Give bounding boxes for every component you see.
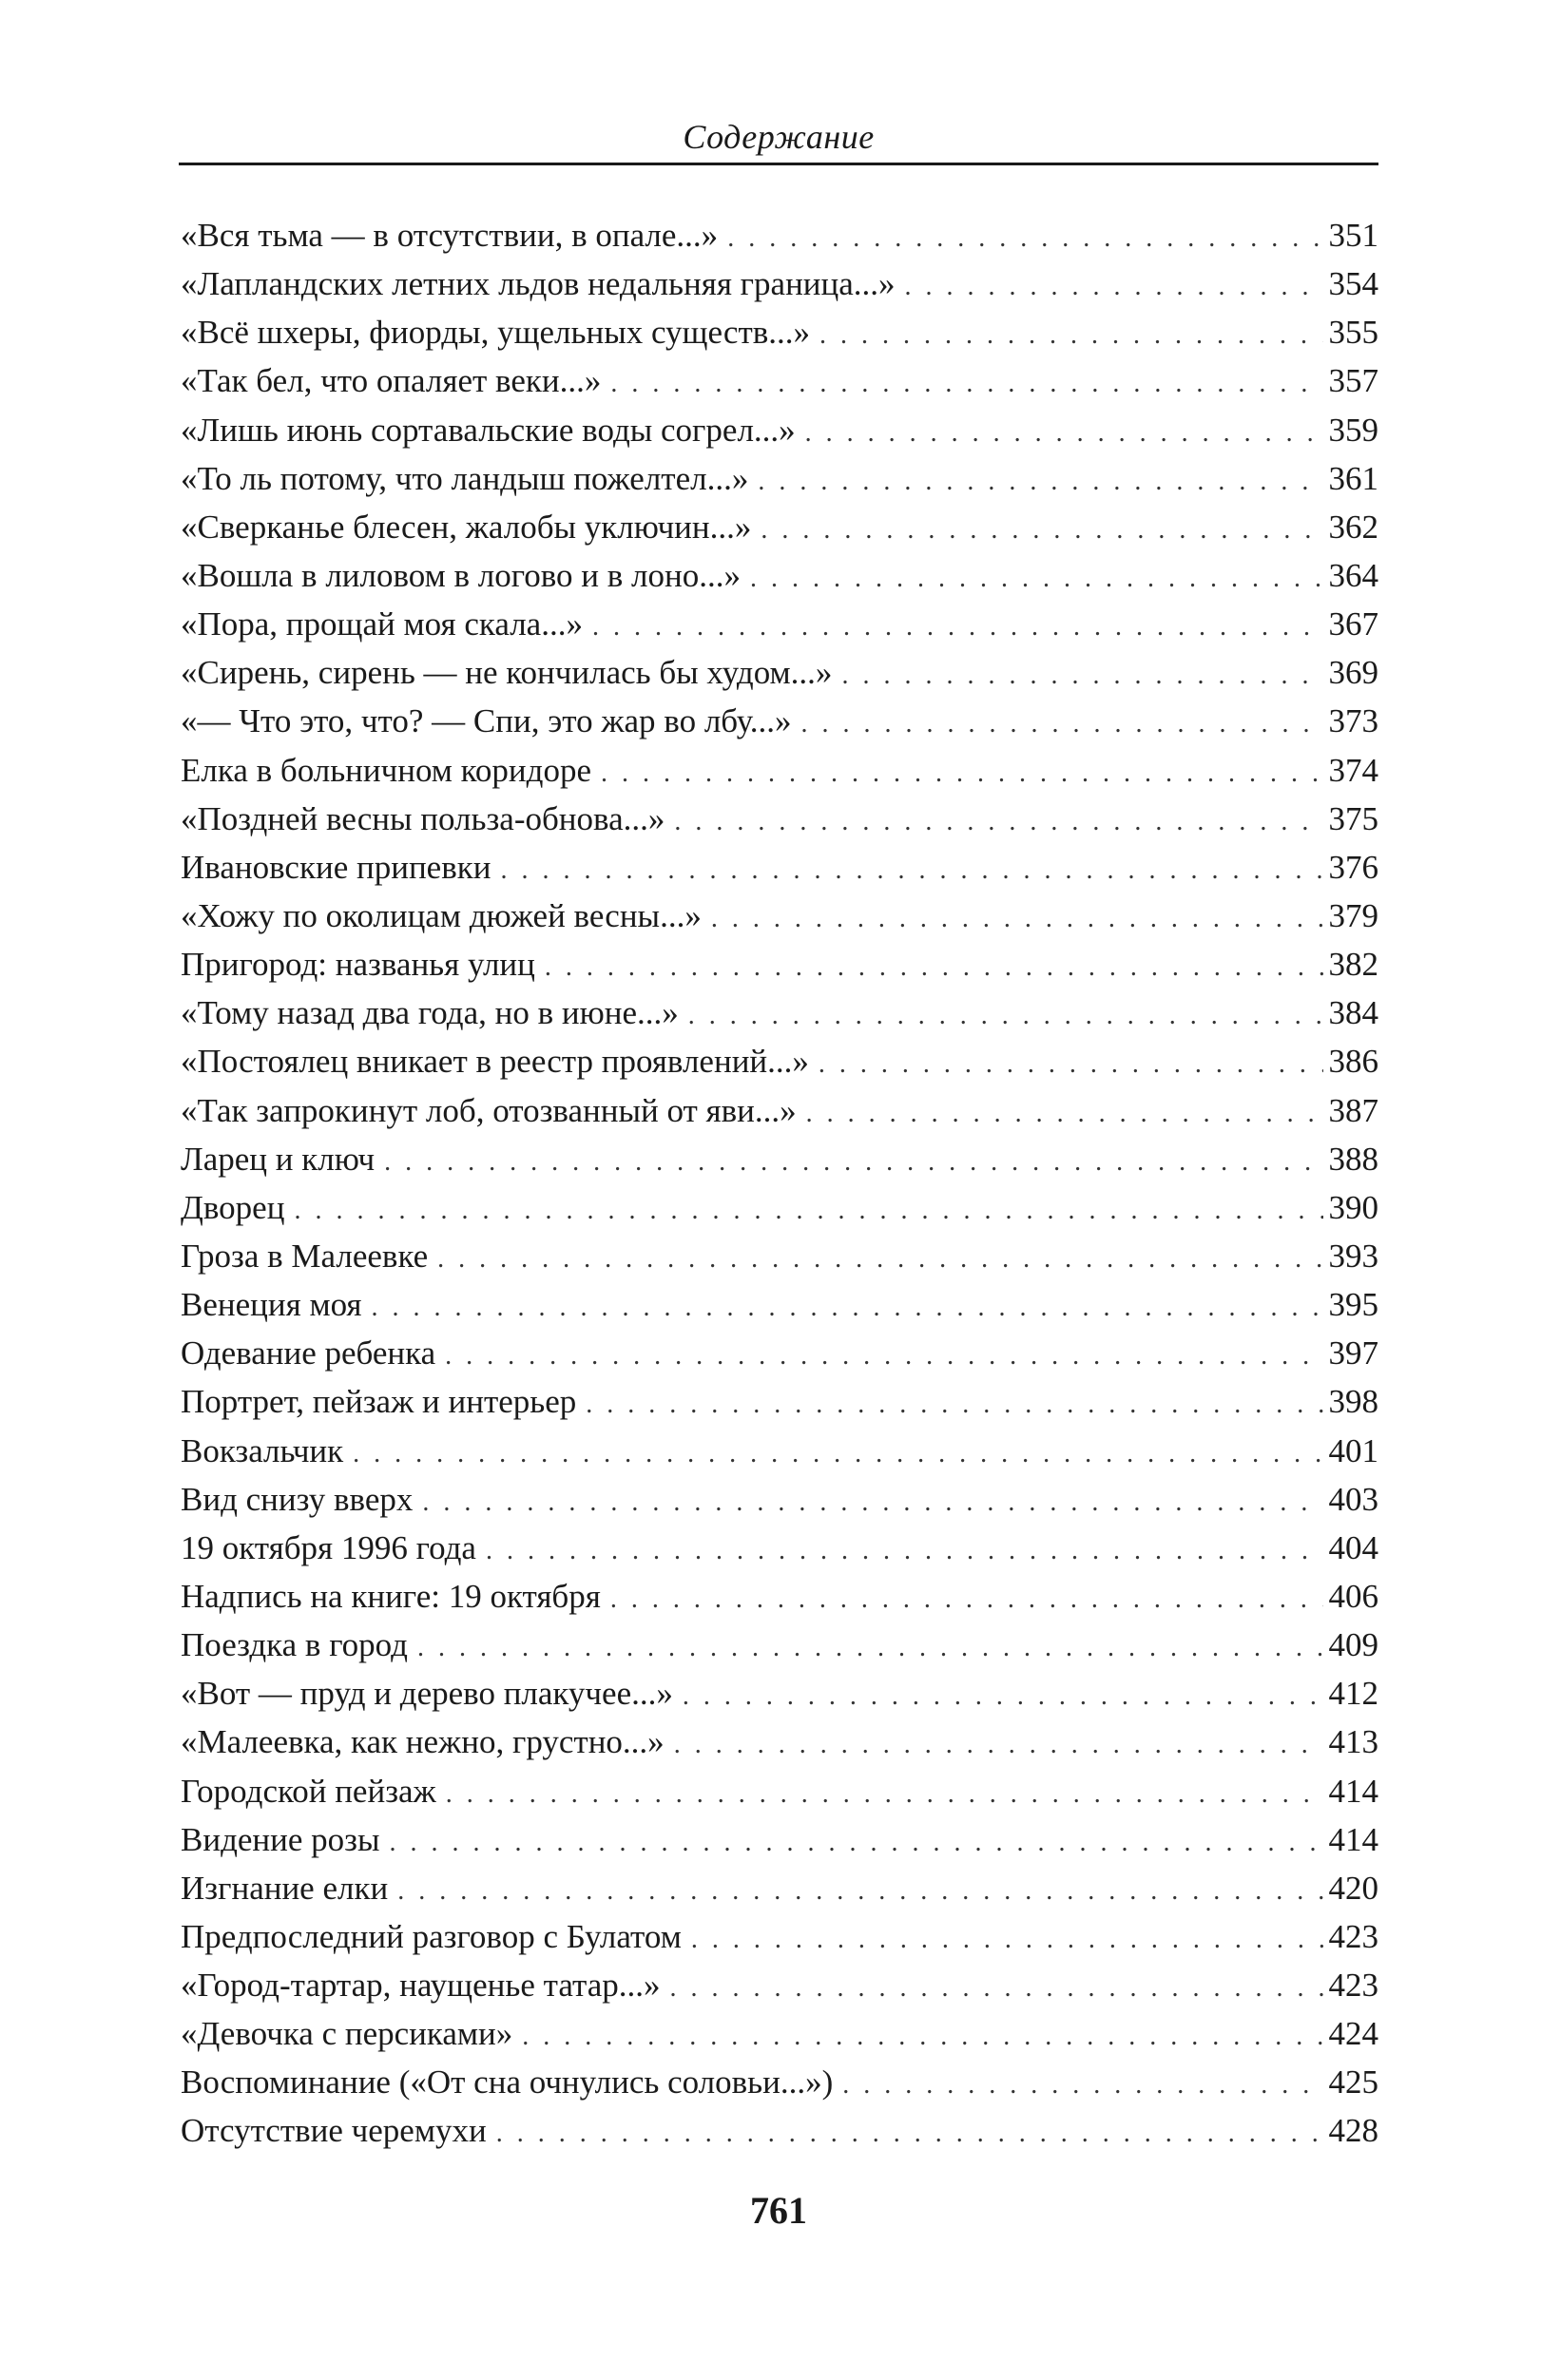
toc-entry-title: 19 октября 1996 года: [181, 1528, 476, 1566]
toc-entry-title: «Сверканье блесен, жалобы уключин...»: [181, 508, 752, 546]
toc-entry-title: «Вошла в лиловом в логово и в лоно...»: [181, 556, 741, 594]
dot-leader: [522, 2012, 1322, 2061]
toc-entry-title: Дворец: [181, 1188, 285, 1226]
toc-entry-title: Ларец и ключ: [181, 1140, 376, 1178]
toc-entry-page: 382: [1328, 946, 1378, 984]
toc-entry: [181, 1183, 1378, 1232]
toc-entry-title: Отсутствие черемухи: [181, 2112, 487, 2150]
toc-entry: [181, 503, 1378, 551]
toc-entry-title: Портрет, пейзаж и интерьер: [181, 1383, 577, 1421]
toc-entry: [181, 1086, 1378, 1135]
toc-entry: [181, 1427, 1378, 1475]
toc-entry-title: «То ль потому, что ландыш пожелтел...»: [181, 459, 749, 497]
toc-entry-page: 390: [1328, 1188, 1378, 1226]
toc-entry: [181, 1621, 1378, 1669]
toc-entry-page: 414: [1328, 1772, 1378, 1810]
dot-leader: [500, 846, 1322, 894]
toc-entry-title: «— Что это, что? — Спи, это жар во лбу...»: [181, 702, 792, 740]
toc-entry-page: 361: [1328, 459, 1378, 497]
dot-leader: [674, 797, 1322, 846]
toc-entry: [181, 892, 1378, 940]
toc-entry-page: 393: [1328, 1237, 1378, 1275]
header-rule: [179, 163, 1378, 165]
toc-entry-page: 386: [1328, 1043, 1378, 1081]
toc-entry-title: Венеция моя: [181, 1286, 362, 1324]
toc-entry-title: «Малеевка, как нежно, грустно...»: [181, 1723, 665, 1761]
toc-entry-page: 403: [1328, 1480, 1378, 1518]
dot-leader: [372, 1283, 1323, 1332]
toc-entry-page: 384: [1328, 994, 1378, 1032]
dot-leader: [586, 1380, 1322, 1429]
toc-entry-page: 367: [1328, 605, 1378, 643]
toc-entry-title: Предпоследний разговор с Булатом: [181, 1917, 682, 1955]
page-number: 761: [750, 2189, 807, 2232]
toc-entry: [181, 1572, 1378, 1621]
toc-entry-page: 351: [1328, 217, 1378, 254]
toc-entry: [181, 259, 1378, 308]
toc-entry-title: Пригород: названья улиц: [181, 946, 535, 984]
dot-leader: [691, 1915, 1323, 1964]
dot-leader: [496, 2109, 1323, 2158]
dot-leader: [758, 457, 1322, 506]
toc-entry: [181, 454, 1378, 503]
toc-entry-title: Изгнание елки: [181, 1869, 389, 1907]
dot-leader: [422, 1478, 1322, 1526]
dot-leader: [801, 700, 1323, 748]
toc-entry-title: Воспоминание («От сна очнулись соловьи...»): [181, 2063, 834, 2102]
toc-entry-title: «Сирень, сирень — не кончилась бы худом...»: [181, 654, 833, 692]
dot-leader: [669, 1964, 1322, 2012]
toc-entry-page: 373: [1328, 702, 1378, 740]
toc-entry: [181, 1232, 1378, 1280]
dot-leader: [592, 603, 1323, 651]
toc-entry-title: Вокзальчик: [181, 1431, 344, 1469]
toc-entry: [181, 648, 1378, 697]
toc-entry-page: 423: [1328, 1917, 1378, 1955]
toc-entry: [181, 988, 1378, 1037]
dot-leader: [397, 1867, 1322, 1915]
dot-leader: [711, 894, 1323, 943]
dot-leader: [842, 2061, 1322, 2109]
dot-leader: [486, 1526, 1323, 1575]
toc-entry-page: 364: [1328, 556, 1378, 594]
toc-entry: [181, 600, 1378, 648]
toc-entry: [181, 2058, 1378, 2106]
toc-entry: [181, 795, 1378, 843]
toc-entry: [181, 551, 1378, 600]
toc-entry-title: Городской пейзаж: [181, 1772, 436, 1810]
dot-leader: [806, 1089, 1323, 1138]
toc-entry-page: 420: [1328, 1869, 1378, 1907]
dot-leader: [688, 991, 1323, 1040]
toc-entry: [181, 1718, 1378, 1766]
toc-entry: [181, 1961, 1378, 2009]
toc-entry: [181, 1280, 1378, 1329]
dot-leader: [674, 1720, 1323, 1769]
toc-entry-page: 379: [1328, 896, 1378, 934]
toc-entry-title: «Лишь июнь сортавальские воды согрел...»: [181, 411, 796, 449]
dot-leader: [761, 506, 1322, 554]
dot-leader: [610, 359, 1322, 408]
toc-entry: [181, 1912, 1378, 1961]
dot-leader: [750, 554, 1323, 603]
toc-entry-page: 362: [1328, 508, 1378, 546]
toc-entry: [181, 1815, 1378, 1864]
toc-entry: [181, 211, 1378, 259]
toc-entry-page: 354: [1328, 265, 1378, 303]
dot-leader: [819, 311, 1322, 359]
toc-entry-page: 414: [1328, 1820, 1378, 1858]
dot-leader: [437, 1235, 1322, 1283]
toc-entry-page: 376: [1328, 848, 1378, 886]
dot-leader: [610, 1575, 1323, 1623]
toc-entry-title: «Город-тартар, наущенье татар...»: [181, 1967, 661, 2005]
toc-entry-title: «Всё шхеры, фиорды, ущельных существ...»: [181, 314, 811, 352]
toc-entry: [181, 2009, 1378, 2058]
dot-leader: [294, 1186, 1322, 1235]
toc-entry-page: 404: [1328, 1528, 1378, 1566]
toc-entry-title: Елка в больничном коридоре: [181, 751, 591, 789]
toc-entry-title: «Так запрокинут лоб, отозванный от яви...»: [181, 1091, 797, 1129]
toc-entry: [181, 940, 1378, 988]
toc-entry-title: «Хожу по околицам дюжей весны...»: [181, 896, 702, 934]
toc-entry: [181, 1524, 1378, 1572]
dot-leader: [819, 1040, 1323, 1088]
toc-entry-title: «Постоялец вникает в реестр проявлений...»: [181, 1043, 809, 1081]
toc-entry-page: 425: [1328, 2063, 1378, 2102]
toc-entry: [181, 746, 1378, 795]
dot-leader: [727, 214, 1322, 262]
toc-entry-page: 388: [1328, 1140, 1378, 1178]
toc-entry: [181, 1864, 1378, 1912]
toc-entry: [181, 308, 1378, 356]
dot-leader: [445, 1332, 1322, 1380]
dot-leader: [905, 262, 1323, 311]
toc-entry-page: 406: [1328, 1577, 1378, 1615]
toc-entry: [181, 1329, 1378, 1377]
toc-entry-page: 369: [1328, 654, 1378, 692]
dot-leader: [384, 1138, 1322, 1186]
toc-entry-title: «Девочка с персиками»: [181, 2015, 513, 2053]
toc-entry: [181, 356, 1378, 405]
toc-entry-title: «Поздней весны польза-обнова...»: [181, 799, 665, 837]
toc-entry: [181, 1475, 1378, 1524]
toc-entry-page: 357: [1328, 362, 1378, 400]
toc-entry-page: 359: [1328, 411, 1378, 449]
toc-entry-page: 423: [1328, 1967, 1378, 2005]
toc-entry-page: 387: [1328, 1091, 1378, 1129]
toc-entry-title: Ивановские припевки: [181, 848, 491, 886]
toc-entry-title: «Тому назад два года, но в июне...»: [181, 994, 679, 1032]
toc-entry: [181, 697, 1378, 745]
toc-entry-page: 398: [1328, 1383, 1378, 1421]
toc-entry-page: 413: [1328, 1723, 1378, 1761]
toc-entry: [181, 2106, 1378, 2155]
table-of-contents: [181, 211, 1378, 2156]
toc-entry: [181, 843, 1378, 892]
toc-entry-title: Видение розы: [181, 1820, 380, 1858]
toc-entry: [181, 1377, 1378, 1426]
toc-entry-page: 409: [1328, 1626, 1378, 1664]
dot-leader: [353, 1430, 1322, 1478]
dot-leader: [841, 651, 1322, 700]
toc-entry-title: Надпись на книге: 19 октября: [181, 1577, 601, 1615]
dot-leader: [601, 749, 1323, 797]
toc-entry-title: «Вот — пруд и дерево плакучее...»: [181, 1675, 673, 1713]
toc-entry-title: Вид снизу вверх: [181, 1480, 414, 1518]
toc-entry: [181, 1135, 1378, 1183]
toc-entry-page: 424: [1328, 2015, 1378, 2053]
dot-leader: [545, 943, 1323, 991]
toc-entry-page: 401: [1328, 1431, 1378, 1469]
toc-entry-page: 412: [1328, 1675, 1378, 1713]
toc-entry-page: 397: [1328, 1334, 1378, 1372]
toc-entry: [181, 1767, 1378, 1815]
toc-entry-title: Одевание ребенка: [181, 1334, 436, 1372]
toc-entry-page: 375: [1328, 799, 1378, 837]
toc-entry: [181, 1669, 1378, 1718]
toc-entry-title: «Лапландских летних льдов недальняя граница...»: [181, 265, 896, 303]
toc-entry-page: 395: [1328, 1286, 1378, 1324]
toc-entry-page: 374: [1328, 751, 1378, 789]
running-head-title: Содержание: [683, 118, 875, 156]
dot-leader: [805, 409, 1323, 457]
toc-entry-title: Поездка в город: [181, 1626, 408, 1664]
toc-entry-page: 428: [1328, 2112, 1378, 2150]
dot-leader: [390, 1818, 1323, 1867]
toc-entry-title: «Пора, прощай моя скала...»: [181, 605, 583, 643]
toc-entry: [181, 406, 1378, 454]
toc-entry-title: Гроза в Малеевке: [181, 1237, 429, 1275]
toc-entry: [181, 1037, 1378, 1085]
dot-leader: [446, 1770, 1323, 1818]
dot-leader: [417, 1623, 1323, 1672]
toc-entry-page: 355: [1328, 314, 1378, 352]
toc-entry-title: «Вся тьма — в отсутствии, в опале...»: [181, 217, 719, 254]
toc-entry-title: «Так бел, что опаляет веки...»: [181, 362, 602, 400]
dot-leader: [683, 1672, 1323, 1720]
